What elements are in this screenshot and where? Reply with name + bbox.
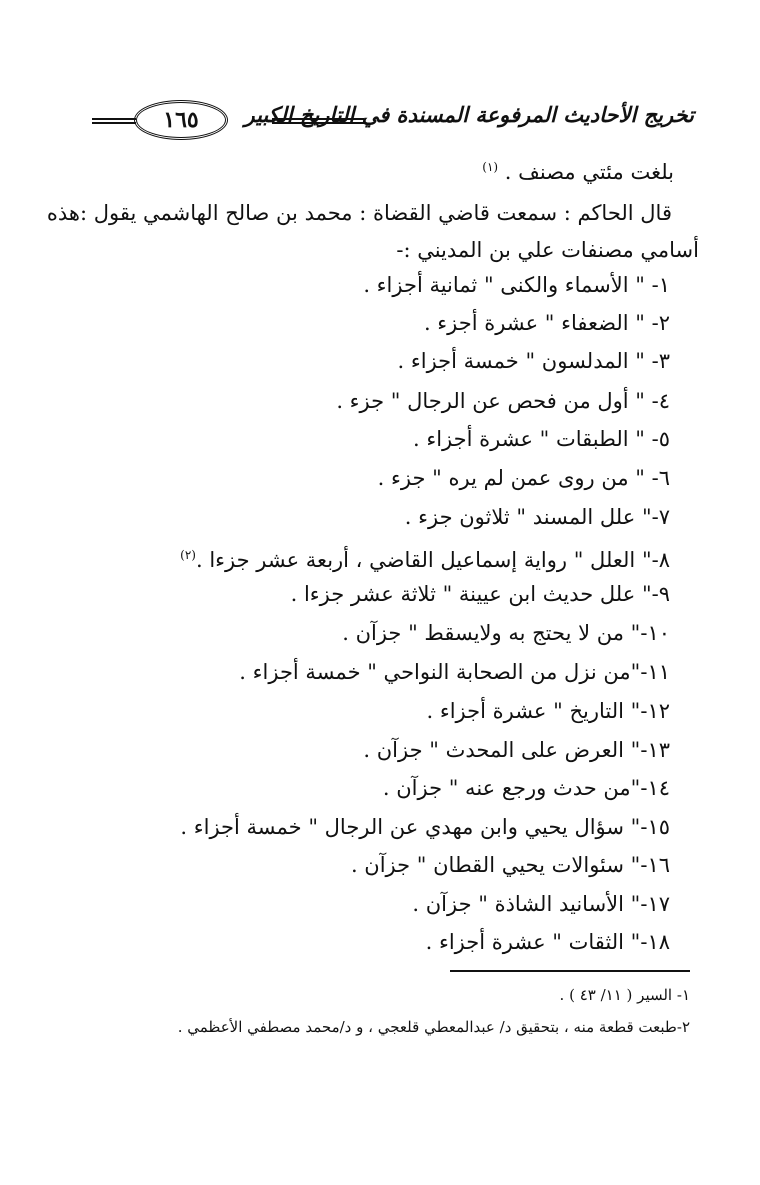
page-number: ١٦٥ [163, 107, 199, 133]
list-item: ١٠-" من لا يحتج به ولايسقط " جزآن . [342, 621, 670, 645]
list-item: ٦- " من روى عمن لم يره " جزء . [377, 466, 670, 490]
list-item: ٩-" علل حديث ابن عيينة " ثلاثة عشر جزءا . [290, 582, 670, 606]
list-item: ١٤-"من حدث ورجع عنه " جزآن . [382, 776, 670, 800]
page-number-badge [134, 100, 228, 140]
list-item: ٧-" علل المسند " ثلاثون جزء . [404, 505, 670, 529]
list-item: ١١-"من نزل من الصحابة النواحي " خمسة أجزاء . [239, 660, 670, 684]
footnote-ref-2: (٢) [180, 548, 196, 562]
list-item: ١٦-" سئوالات يحيي القطان " جزآن . [350, 853, 670, 877]
list-item: ٢- " الضعفاء " عشرة أجزء . [423, 311, 670, 335]
header-title: تخريج الأحاديث المرفوعة المسندة في التاريخ الكبير [244, 102, 694, 127]
list-item: ٥- " الطبقات " عشرة أجزاء . [413, 427, 670, 451]
list-item: ١- " الأسماء والكنى " ثمانية أجزاء . [363, 273, 670, 297]
footnote-ref-1: (١) [482, 160, 499, 174]
intro-line-2: قال الحاكم : سمعت قاضي القضاة : محمد بن صالح الهاشمي يقول :هذه [46, 201, 672, 225]
list-item: ٨-" العلل " رواية إسماعيل القاضي ، أربعة عشر جزءا .$^{(٢)}$ [180, 548, 670, 572]
list-item: ١٥-" سؤال يحيي وابن مهدي عن الرجال " خمسة أجزاء . [180, 815, 670, 839]
list-item: ١٨-" الثقات " عشرة أجزاء . [425, 930, 670, 954]
intro-line-3: أسامي مصنفات علي بن المديني :- [396, 238, 699, 262]
list-item: ١٣-" العرض على المحدث " جزآن . [363, 738, 670, 762]
header-double-rule [272, 118, 364, 124]
running-header [92, 96, 694, 146]
list-item: ٤- " أول من فحص عن الرجال " جزء . [336, 389, 670, 413]
footnote-2: ٢-طبعت قطعة منه ، بتحقيق د/ عبدالمعطي قلعجي ، و د/محمد مصطفي الأعظمي . [177, 1018, 690, 1036]
intro-line-1: بلغت مئتي مصنف . $^{(١)}$ [482, 160, 674, 184]
list-item: ١٧-" الأسانيد الشاذة " جزآن . [412, 892, 670, 916]
list-item: ٣- " المدلسون " خمسة أجزاء . [397, 349, 670, 373]
footnote-1: ١- السير ( ١١/ ٤٣ ) . [559, 986, 690, 1004]
list-item: ١٢-" التاريخ " عشرة أجزاء . [426, 699, 670, 723]
header-double-rule-left [92, 118, 136, 124]
footnote-separator [450, 970, 690, 972]
